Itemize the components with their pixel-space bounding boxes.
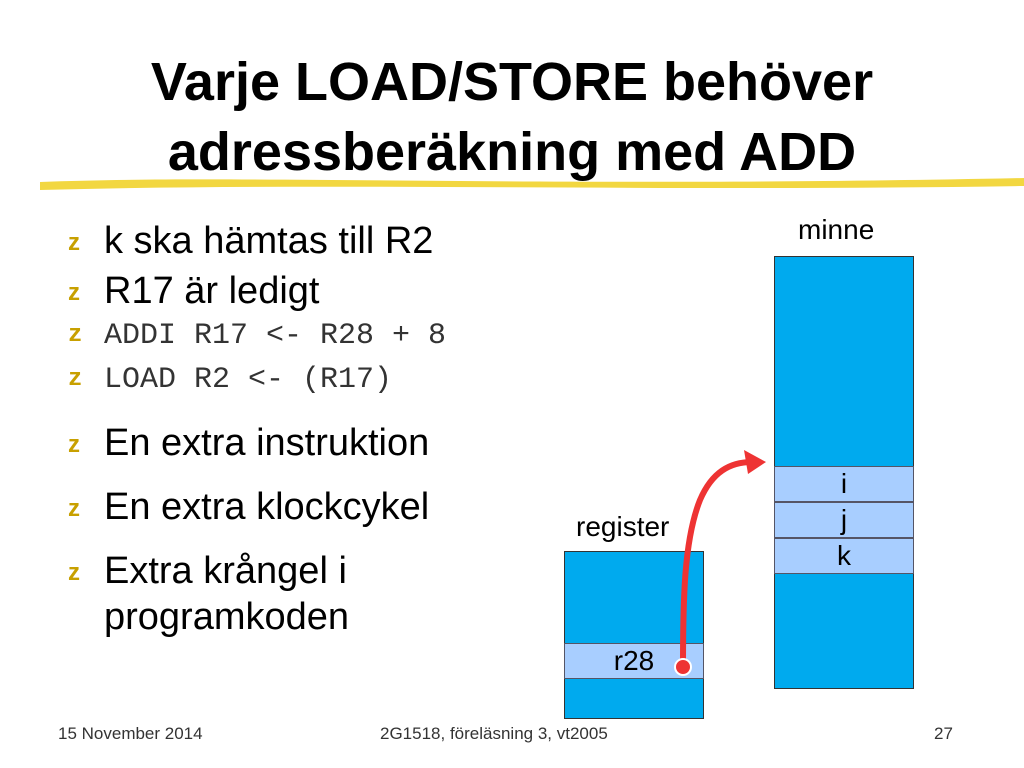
memory-cell-k: k <box>774 538 914 574</box>
bullet-text: LOAD R2 <- (R17) <box>104 363 393 397</box>
bullet-list <box>68 218 588 640</box>
z-bullet-icon: z <box>68 431 80 458</box>
z-bullet-icon: z <box>68 322 83 349</box>
register-cell-r28: r28 <box>564 643 704 679</box>
memory-cell-j: j <box>774 502 914 538</box>
bullet-text: k ska hämtas till R2 <box>104 220 434 262</box>
z-bullet-icon: z <box>68 495 80 522</box>
z-bullet-icon: z <box>68 366 83 393</box>
bullet-item <box>68 420 588 466</box>
register-label: register <box>576 511 670 542</box>
bullet-text: R17 är ledigt <box>104 270 320 312</box>
memory-cell-i: i <box>774 466 914 502</box>
bullet-text: Extra krångel i <box>104 550 347 592</box>
bullet-item <box>68 548 588 640</box>
bullet-text: En extra klockcykel <box>104 486 430 528</box>
bullet-text-continued: programkoden <box>104 596 350 638</box>
footer-date: 15 November 2014 <box>58 724 203 743</box>
z-bullet-icon: z <box>68 559 80 586</box>
z-bullet-icon: z <box>68 279 80 306</box>
register-column <box>564 551 704 719</box>
bullet-item-code <box>68 314 588 358</box>
footer-course: 2G1518, föreläsning 3, vt2005 <box>380 724 608 743</box>
memory-label: minne <box>798 214 875 245</box>
bullet-text: ADDI R17 <- R28 + 8 <box>104 319 447 353</box>
bullet-text: En extra instruktion <box>104 422 430 464</box>
footer-page-number: 27 <box>934 724 953 743</box>
slide-title-line-1: Varje LOAD/STORE behöver <box>150 52 874 112</box>
bullet-item <box>68 484 588 530</box>
bullet-item-code <box>68 358 588 402</box>
slide-title-line-2: adressberäkning med ADD <box>167 122 857 182</box>
bullet-item <box>68 268 588 314</box>
bullet-item <box>68 218 588 264</box>
z-bullet-icon: z <box>68 229 80 256</box>
